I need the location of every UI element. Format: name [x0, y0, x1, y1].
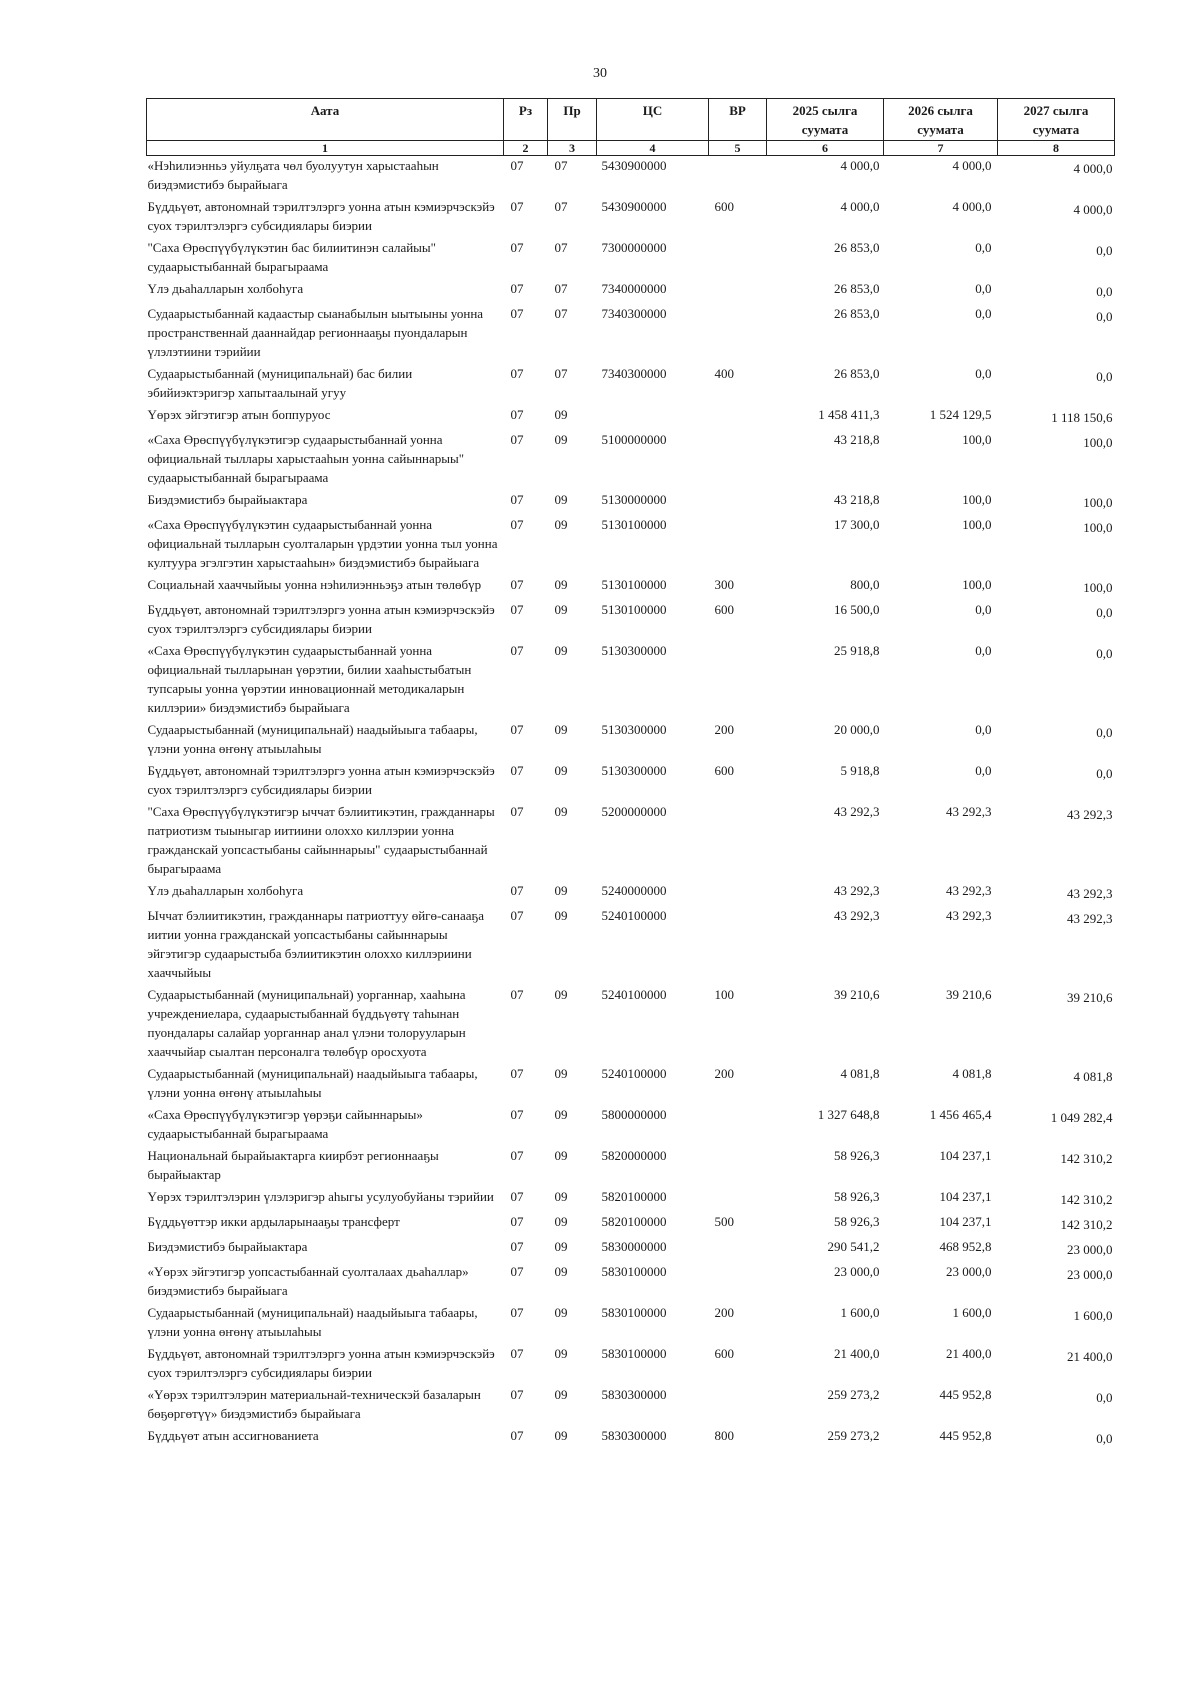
table-row [147, 575, 1115, 600]
table-row [147, 761, 1115, 802]
row-amount-2026: 104 237,1 [939, 1189, 992, 1204]
row-amount-2025: 43 292,3 [834, 883, 880, 898]
row-amount-2025: 1 458 411,3 [818, 407, 880, 422]
row-amount-2027: 43 292,3 [1067, 886, 1113, 901]
row-rz: 07 [510, 432, 524, 447]
row-amount-2025: 43 218,8 [834, 492, 880, 507]
row-amount-2026: 0,0 [975, 643, 992, 658]
row-amount-2026: 39 210,6 [946, 987, 992, 1002]
row-amount-2026: 43 292,3 [946, 908, 992, 923]
row-amount-2025: 5 918,8 [840, 763, 880, 778]
row-amount-2025: 800,0 [850, 577, 880, 592]
table-row [147, 1344, 1115, 1385]
row-name: Бүддьүөт, автономнай тэрилтэлэргэ уонна атын кэмиэрчэскэйэ суох тэрилтэлэргэ субсидиялары биэрии [147, 199, 495, 233]
row-cs: 5820000000 [601, 1148, 667, 1163]
row-amount-2026: 21 400,0 [946, 1346, 992, 1361]
row-amount-2027: 23 000,0 [1067, 1242, 1113, 1257]
row-vr [709, 906, 767, 985]
row-name: «Саха Өрөспүүбүлүкэтин судаарыстыбаннай уонна официальнай тылларынан үөрэтии, билии хааһыстыбатын тупсарыы уонна үөрэтии инновационнай методикаларын киллэрии» биэдэмистибэ бырайыага [147, 643, 472, 715]
row-amount-2026: 104 237,1 [939, 1148, 992, 1163]
row-cs: 5830300000 [601, 1428, 667, 1443]
row-name: «Үөрэх тэрилтэлэрин материальнай-техническэй базаларын бөҕөргөтүү» биэдэмистибэ бырайыага [147, 1387, 481, 1421]
row-amount-2027: 0,0 [1096, 1390, 1113, 1405]
row-amount-2025: 58 926,3 [834, 1189, 880, 1204]
row-name: «Үөрэх эйгэтигэр уопсастыбаннай суолталаах дьаһаллар» биэдэмистибэ бырайыага [147, 1264, 469, 1298]
row-vr: 300 [714, 577, 734, 592]
row-rz: 07 [510, 987, 524, 1002]
row-cs: 5830100000 [601, 1346, 667, 1361]
row-amount-2026: 445 952,8 [939, 1387, 992, 1402]
row-amount-2027: 100,0 [1083, 495, 1113, 510]
row-pr: 07 [554, 199, 568, 214]
row-rz: 07 [510, 240, 524, 255]
row-amount-2027: 0,0 [1096, 243, 1113, 258]
row-pr: 07 [554, 240, 568, 255]
row-amount-2025: 43 292,3 [834, 804, 880, 819]
row-vr: 600 [714, 199, 734, 214]
row-pr: 09 [554, 1387, 568, 1402]
table-row [147, 197, 1115, 238]
row-amount-2025: 43 292,3 [834, 908, 880, 923]
row-amount-2026: 23 000,0 [946, 1264, 992, 1279]
column-number: 5 [709, 141, 767, 156]
row-name: Ыччат бэлиитикэтин, гражданнары патриоттуу өйгө-санааҕа иитии уонна гражданскай уопсастыбаны сайыннарыы эйгэтигэр судаарыстыба бэлиитикэтин олоххо киллэриини хааччыйыы [147, 908, 484, 980]
row-name: Биэдэмистибэ бырайыактара [147, 492, 308, 507]
row-rz: 07 [510, 602, 524, 617]
row-pr: 07 [554, 158, 568, 173]
row-amount-2025: 259 273,2 [827, 1387, 880, 1402]
row-amount-2026: 1 524 129,5 [929, 407, 992, 422]
row-cs: 5820100000 [601, 1189, 667, 1204]
row-rz: 07 [510, 1214, 524, 1229]
row-amount-2025: 43 218,8 [834, 432, 880, 447]
row-vr: 200 [714, 722, 734, 737]
row-name: Судаарыстыбаннай (муниципальнай) наадыйыыга табаары, үлэни уонна өҥөнү атыылаһыы [147, 1066, 478, 1100]
table-row [147, 1187, 1115, 1212]
header-2025: 2025 сылга суумата [767, 99, 884, 141]
row-cs: 5130000000 [601, 492, 667, 507]
row-cs: 5830100000 [601, 1264, 667, 1279]
row-rz: 07 [510, 407, 524, 422]
row-amount-2027: 0,0 [1096, 646, 1113, 661]
row-vr [709, 881, 767, 906]
table-row [147, 1064, 1115, 1105]
row-pr: 09 [554, 1214, 568, 1229]
row-vr [709, 279, 767, 304]
row-cs: 5240000000 [601, 883, 667, 898]
header-name: Аата [147, 99, 504, 141]
row-name: "Саха Өрөспүүбүлүкэтин бас билиитинэн салайыы" судаарыстыбаннай бырагыраама [147, 240, 436, 274]
row-pr: 07 [554, 366, 568, 381]
row-amount-2025: 25 918,8 [834, 643, 880, 658]
row-rz: 07 [510, 1428, 524, 1443]
row-pr: 09 [554, 1305, 568, 1320]
row-pr: 09 [554, 432, 568, 447]
row-name: Бүддьүөт, автономнай тэрилтэлэргэ уонна атын кэмиэрчэскэйэ суох тэрилтэлэргэ субсидиялары биэрии [147, 602, 495, 636]
row-cs: 5240100000 [601, 987, 667, 1002]
table-row [147, 802, 1115, 881]
row-pr: 09 [554, 1346, 568, 1361]
row-vr [709, 156, 767, 198]
column-number-row [147, 141, 1115, 156]
row-amount-2025: 4 000,0 [840, 158, 880, 173]
row-amount-2026: 100,0 [962, 517, 992, 532]
row-amount-2026: 100,0 [962, 492, 992, 507]
table-row [147, 720, 1115, 761]
row-pr: 09 [554, 883, 568, 898]
table-row [147, 279, 1115, 304]
row-amount-2026: 0,0 [975, 306, 992, 321]
row-amount-2026: 104 237,1 [939, 1214, 992, 1229]
column-number: 7 [884, 141, 998, 156]
row-amount-2026: 4 000,0 [952, 199, 992, 214]
row-rz: 07 [510, 804, 524, 819]
row-cs: 7300000000 [601, 240, 667, 255]
row-rz: 07 [510, 1066, 524, 1081]
header-cs: ЦС [597, 99, 709, 141]
row-amount-2026: 468 952,8 [939, 1239, 992, 1254]
row-amount-2027: 21 400,0 [1067, 1349, 1113, 1364]
row-vr [709, 1237, 767, 1262]
row-rz: 07 [510, 577, 524, 592]
row-vr [709, 405, 767, 430]
row-amount-2027: 142 310,2 [1060, 1151, 1113, 1166]
row-vr: 500 [714, 1214, 734, 1229]
column-number: 3 [548, 141, 597, 156]
row-amount-2027: 39 210,6 [1067, 990, 1113, 1005]
row-amount-2025: 23 000,0 [834, 1264, 880, 1279]
row-pr: 09 [554, 722, 568, 737]
row-pr: 09 [554, 492, 568, 507]
row-vr [709, 238, 767, 279]
row-amount-2027: 142 310,2 [1060, 1217, 1113, 1232]
row-rz: 07 [510, 722, 524, 737]
row-rz: 07 [510, 1264, 524, 1279]
row-vr [709, 802, 767, 881]
row-pr: 09 [554, 407, 568, 422]
row-amount-2025: 16 500,0 [834, 602, 880, 617]
row-amount-2026: 4 000,0 [952, 158, 992, 173]
row-amount-2027: 4 000,0 [1073, 161, 1113, 176]
row-amount-2026: 0,0 [975, 281, 992, 296]
row-amount-2025: 259 273,2 [827, 1428, 880, 1443]
row-amount-2026: 43 292,3 [946, 804, 992, 819]
row-pr: 09 [554, 1264, 568, 1279]
header-2026: 2026 сылга суумата [884, 99, 998, 141]
header-vr: ВР [709, 99, 767, 141]
row-pr: 09 [554, 1428, 568, 1443]
table-row [147, 641, 1115, 720]
row-amount-2026: 0,0 [975, 602, 992, 617]
table-row [147, 430, 1115, 490]
row-cs: 5130100000 [601, 517, 667, 532]
row-rz: 07 [510, 199, 524, 214]
table-row [147, 1146, 1115, 1187]
row-amount-2026: 0,0 [975, 366, 992, 381]
row-rz: 07 [510, 1107, 524, 1122]
row-pr: 09 [554, 1107, 568, 1122]
row-amount-2025: 26 853,0 [834, 306, 880, 321]
column-number: 4 [597, 141, 709, 156]
row-vr [709, 641, 767, 720]
row-rz: 07 [510, 1148, 524, 1163]
row-rz: 07 [510, 281, 524, 296]
page-number: 30 [593, 66, 607, 81]
row-amount-2027: 142 310,2 [1060, 1192, 1113, 1207]
row-vr: 200 [714, 1305, 734, 1320]
row-amount-2025: 21 400,0 [834, 1346, 880, 1361]
row-vr: 200 [714, 1066, 734, 1081]
header-rz: Рз [504, 99, 548, 141]
row-name: Судаарыстыбаннай (муниципальнай) бас билии эбийиэктэригэр хапытаалынай угуу [147, 366, 413, 400]
row-rz: 07 [510, 1189, 524, 1204]
row-amount-2025: 4 081,8 [840, 1066, 880, 1081]
row-cs: 7340000000 [601, 281, 667, 296]
row-pr: 09 [554, 517, 568, 532]
row-amount-2025: 1 327 648,8 [817, 1107, 880, 1122]
row-cs: 7340300000 [601, 366, 667, 381]
row-amount-2025: 17 300,0 [834, 517, 880, 532]
row-amount-2026: 1 600,0 [952, 1305, 992, 1320]
row-vr: 600 [714, 763, 734, 778]
row-cs [597, 405, 709, 430]
row-amount-2027: 0,0 [1096, 1431, 1113, 1446]
row-cs: 5820100000 [601, 1214, 667, 1229]
row-name: Үлэ дьаһалларын холбоһуга [147, 883, 304, 898]
table-row [147, 1426, 1115, 1451]
table-row [147, 238, 1115, 279]
row-amount-2025: 4 000,0 [840, 199, 880, 214]
column-number: 8 [998, 141, 1115, 156]
row-amount-2027: 100,0 [1083, 580, 1113, 595]
row-vr [709, 430, 767, 490]
row-pr: 09 [554, 1066, 568, 1081]
row-pr: 09 [554, 602, 568, 617]
table-row [147, 490, 1115, 515]
row-name: Социальнай хааччыйыы уонна нэһилиэнньэҕэ атын төлөбүр [147, 577, 482, 592]
table-row [147, 1385, 1115, 1426]
table-row [147, 304, 1115, 364]
budget-table-container [146, 98, 1114, 1451]
row-amount-2026: 0,0 [975, 763, 992, 778]
row-amount-2026: 0,0 [975, 722, 992, 737]
row-pr: 09 [554, 908, 568, 923]
row-amount-2026: 100,0 [962, 577, 992, 592]
row-name: "Саха Өрөспүүбүлүкэтигэр ыччат бэлиитикэтин, гражданнары патриотизм тыыныгар иитиини олоххо киллэрии уонна гражданскай уопсастыбаны сайыннарыы" судаарыстыбаннай бырагыраама [147, 804, 495, 876]
row-amount-2025: 58 926,3 [834, 1214, 880, 1229]
row-amount-2026: 445 952,8 [939, 1428, 992, 1443]
row-name: Судаарыстыбаннай (муниципальнай) наадыйыыга табаары, үлэни уонна өҥөнү атыылаһыы [147, 1305, 478, 1339]
row-amount-2026: 43 292,3 [946, 883, 992, 898]
row-amount-2027: 23 000,0 [1067, 1267, 1113, 1282]
column-number: 6 [767, 141, 884, 156]
row-cs: 5240100000 [601, 908, 667, 923]
row-rz: 07 [510, 492, 524, 507]
row-cs: 5240100000 [601, 1066, 667, 1081]
row-cs: 5130100000 [601, 577, 667, 592]
row-amount-2026: 0,0 [975, 240, 992, 255]
row-vr [709, 1385, 767, 1426]
table-row [147, 1262, 1115, 1303]
table-row [147, 405, 1115, 430]
row-vr: 600 [714, 602, 734, 617]
row-pr: 09 [554, 763, 568, 778]
row-vr [709, 1146, 767, 1187]
row-pr: 09 [554, 577, 568, 592]
row-cs: 5200000000 [601, 804, 667, 819]
table-header [147, 99, 1115, 156]
row-cs: 7340300000 [601, 306, 667, 321]
row-amount-2027: 0,0 [1096, 284, 1113, 299]
row-amount-2027: 1 049 282,4 [1050, 1110, 1113, 1125]
row-name: «Саха Өрөспүүбүлүкэтин судаарыстыбаннай уонна официальнай тылларын суолталарын үрдэтии уонна тыл уонна култуура эгэлгэтин харыстааһын» биэдэмистибэ бырайыага [147, 517, 498, 570]
table-row [147, 1212, 1115, 1237]
row-amount-2026: 1 456 465,4 [929, 1107, 992, 1122]
row-amount-2025: 26 853,0 [834, 366, 880, 381]
row-amount-2027: 1 600,0 [1073, 1308, 1113, 1323]
row-pr: 09 [554, 1189, 568, 1204]
row-amount-2027: 4 081,8 [1073, 1069, 1113, 1084]
row-vr: 600 [714, 1346, 734, 1361]
row-pr: 07 [554, 281, 568, 296]
row-amount-2027: 0,0 [1096, 369, 1113, 384]
row-pr: 09 [554, 643, 568, 658]
table-row [147, 156, 1115, 198]
row-cs: 5830300000 [601, 1387, 667, 1402]
row-vr [709, 1262, 767, 1303]
table-row [147, 881, 1115, 906]
row-name: Судаарыстыбаннай (муниципальнай) наадыйыыга табаары, үлэни уонна өҥөнү атыылаһыы [147, 722, 478, 756]
row-name: Үлэ дьаһалларын холбоһуга [147, 281, 304, 296]
row-pr: 07 [554, 306, 568, 321]
row-cs: 5430900000 [601, 199, 667, 214]
row-pr: 09 [554, 804, 568, 819]
row-name: Национальнай бырайыактарга киирбэт регионнааҕы бырайыактар [147, 1148, 439, 1182]
row-rz: 07 [510, 908, 524, 923]
row-amount-2027: 0,0 [1096, 725, 1113, 740]
row-amount-2027: 43 292,3 [1067, 807, 1113, 822]
table-row [147, 364, 1115, 405]
row-name: Биэдэмистибэ бырайыактара [147, 1239, 308, 1254]
row-amount-2025: 290 541,2 [827, 1239, 880, 1254]
row-pr: 09 [554, 1148, 568, 1163]
row-name: Бүддьүөттэр икки ардыларынааҕы трансферт [147, 1214, 400, 1229]
table-row [147, 1237, 1115, 1262]
row-amount-2027: 43 292,3 [1067, 911, 1113, 926]
row-amount-2025: 26 853,0 [834, 240, 880, 255]
row-cs: 5130100000 [601, 602, 667, 617]
row-name: Бүддьүөт, автономнай тэрилтэлэргэ уонна атын кэмиэрчэскэйэ суох тэрилтэлэргэ субсидиялары биэрии [147, 763, 495, 797]
row-amount-2025: 58 926,3 [834, 1148, 880, 1163]
row-name: «Саха Өрөспүүбүлүкэтигэр судаарыстыбаннай уонна официальнай тыллары харыстааһын уонна сайыннарыы" судаарыстыбаннай бырагыраама [147, 432, 465, 485]
row-name: «Саха Өрөспүүбүлүкэтигэр үөрэҕи сайыннарыы» судаарыстыбаннай бырагыраама [147, 1107, 423, 1141]
row-vr [709, 515, 767, 575]
header-2027: 2027 сылга суумата [998, 99, 1115, 141]
row-vr [709, 1187, 767, 1212]
row-vr [709, 304, 767, 364]
row-rz: 07 [510, 883, 524, 898]
row-name: Үөрэх тэрилтэлэрин үлэлэригэр аһыгы усулуобуйаны тэрийии [147, 1189, 494, 1204]
row-rz: 07 [510, 643, 524, 658]
row-rz: 07 [510, 1387, 524, 1402]
row-rz: 07 [510, 306, 524, 321]
row-rz: 07 [510, 366, 524, 381]
row-cs: 5830100000 [601, 1305, 667, 1320]
column-number: 2 [504, 141, 548, 156]
row-cs: 5100000000 [601, 432, 667, 447]
row-rz: 07 [510, 1239, 524, 1254]
budget-table [146, 98, 1115, 1451]
row-amount-2026: 4 081,8 [952, 1066, 992, 1081]
row-vr [709, 1105, 767, 1146]
row-amount-2027: 100,0 [1083, 435, 1113, 450]
table-body [147, 156, 1115, 1452]
header-row [147, 99, 1115, 141]
row-name: Судаарыстыбаннай (муниципальнай) уорганнар, хааһына учреждениелара, судаарыстыбаннай бүддьүөтү таһынан пуондалары салайар уорганнар анал үлэни толорууларын хааччыйар сыалтан персоналга төлөбүр оросхуота [147, 987, 466, 1059]
row-rz: 07 [510, 1305, 524, 1320]
row-name: Бүддьүөт атын ассигнованиета [147, 1428, 319, 1443]
row-amount-2027: 0,0 [1096, 766, 1113, 781]
row-rz: 07 [510, 158, 524, 173]
row-cs: 5800000000 [601, 1107, 667, 1122]
table-row [147, 1105, 1115, 1146]
row-vr: 100 [714, 987, 734, 1002]
row-vr: 800 [714, 1428, 734, 1443]
table-row [147, 906, 1115, 985]
row-amount-2027: 0,0 [1096, 309, 1113, 324]
row-cs: 5130300000 [601, 722, 667, 737]
row-cs: 5830000000 [601, 1239, 667, 1254]
row-pr: 09 [554, 1239, 568, 1254]
row-amount-2025: 1 600,0 [840, 1305, 880, 1320]
row-rz: 07 [510, 1346, 524, 1361]
row-amount-2027: 100,0 [1083, 520, 1113, 535]
row-amount-2025: 20 000,0 [834, 722, 880, 737]
header-pr: Пр [548, 99, 597, 141]
row-amount-2027: 0,0 [1096, 605, 1113, 620]
row-amount-2025: 39 210,6 [834, 987, 880, 1002]
row-name: Бүддьүөт, автономнай тэрилтэлэргэ уонна атын кэмиэрчэскэйэ суох тэрилтэлэргэ субсидиялары биэрии [147, 1346, 495, 1380]
row-vr: 400 [714, 366, 734, 381]
table-row [147, 515, 1115, 575]
row-rz: 07 [510, 763, 524, 778]
row-amount-2025: 26 853,0 [834, 281, 880, 296]
row-amount-2027: 4 000,0 [1073, 202, 1113, 217]
row-name: Үөрэх эйгэтигэр атын боппуруос [147, 407, 331, 422]
row-amount-2027: 1 118 150,6 [1051, 410, 1113, 425]
row-name: «Нэһилиэнньэ уйулҕата чөл буолуутун харыстааһын биэдэмистибэ бырайыага [147, 158, 439, 192]
row-pr: 09 [554, 987, 568, 1002]
row-vr [709, 490, 767, 515]
column-number: 1 [147, 141, 504, 156]
table-row [147, 985, 1115, 1064]
row-rz: 07 [510, 517, 524, 532]
row-cs: 5130300000 [601, 763, 667, 778]
row-amount-2026: 100,0 [962, 432, 992, 447]
table-row [147, 600, 1115, 641]
row-name: Судаарыстыбаннай кадаастыр сыанабылын ыытыыны уонна пространственнай дааннайдар регионнааҕы пуондаларын үлэлэтиини тэрийии [147, 306, 484, 359]
row-cs: 5430900000 [601, 158, 667, 173]
table-row [147, 1303, 1115, 1344]
row-cs: 5130300000 [601, 643, 667, 658]
